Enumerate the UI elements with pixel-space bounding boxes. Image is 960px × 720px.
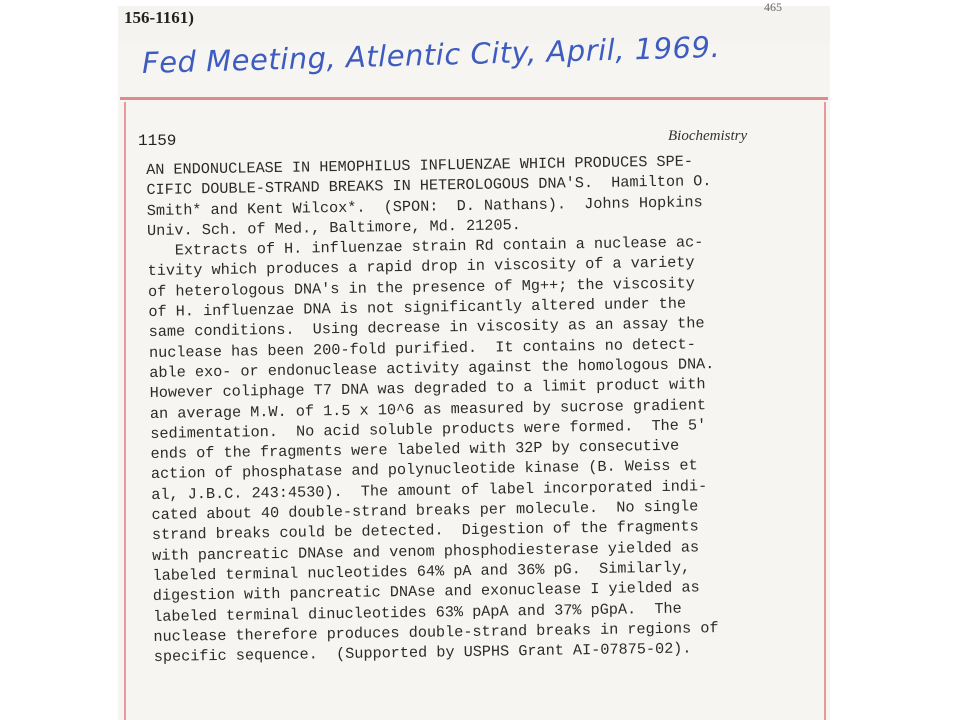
abstract-line: Univ. Sch. of Med., Baltimore, Md. 21205. <box>146 216 521 240</box>
abstract-line: cated about 40 double-strand breaks per molecule. No single <box>151 497 699 525</box>
abstract-line: specific sequence. (Supported by USPHS Grant AI-07875-02). <box>153 639 692 667</box>
abstract-line: nuclease therefore produces double-strand breaks in regions of <box>153 618 719 646</box>
abstract-line: digestion with pancreatic DNAse and exonuclease I yielded as <box>152 578 700 606</box>
abstract-line: same conditions. Using decrease in viscosity as an assay the <box>148 314 705 342</box>
section-label: Biochemistry <box>668 128 748 144</box>
abstract-line: However coliphage T7 DNA was degraded to a limit product with <box>149 375 706 403</box>
abstract-line: CIFIC DOUBLE-STRAND BREAKS IN HETEROLOGOUS DNA'S. Hamilton O. <box>146 172 712 200</box>
abstract-line: of heterologous DNA's in the presence of Mg++; the viscosity <box>147 274 695 301</box>
page-number-reference: 465 <box>764 0 782 14</box>
abstract-line: of H. influenzae DNA is not significantly altered under the <box>148 294 687 322</box>
page-range-reference: 156-1161) <box>124 8 194 27</box>
abstract-line: Extracts of H. influenzae strain Rd contain a nuclease ac- <box>147 233 704 261</box>
abstract-line: labeled terminal nucleotides 64% pA and 36% pG. Similarly, <box>152 558 691 585</box>
abstract-line: strand breaks could be detected. Digestion of the fragments <box>151 517 699 545</box>
abstract-line: ends of the fragments were labeled with 32P by consecutive <box>150 436 680 464</box>
abstract-number: 1159 <box>138 132 177 150</box>
abstract-body <box>146 150 814 668</box>
abstract-line: tivity which produces a rapid drop in viscosity of a variety <box>147 253 695 281</box>
abstract-line: labeled terminal dinucleotides 63% pApA and 37% pGpA. The <box>153 599 682 626</box>
abstract-line: nuclease has been 200-fold purified. It contains no detect- <box>148 335 696 362</box>
abstract-line: with pancreatic DNAse and venom phosphodiesterase yielded as <box>152 538 700 565</box>
abstract-line: Smith* and Kent Wilcox*. (SPON: D. Nathans). Johns Hopkins <box>146 192 703 220</box>
abstract-line: able exo- or endonuclease activity against the homologous DNA. <box>149 355 715 382</box>
abstract-line: AN ENDONUCLEASE IN HEMOPHILUS INFLUENZAE WHICH PRODUCES SPE- <box>146 152 694 179</box>
abstract-line: an average M.W. of 1.5 x 10^6 as measured by sucrose gradient <box>149 395 707 423</box>
abstract-line: sedimentation. No acid soluble products were formed. The 5' <box>150 416 707 443</box>
abstract-line: action of phosphatase and polynucleotide kinase (B. Weiss et <box>150 456 698 484</box>
card-top-rule <box>120 97 828 100</box>
handwritten-note: Fed Meeting, Atlentic City, April, 1969. <box>141 29 721 80</box>
abstract-line: al, J.B.C. 243:4530). The amount of label incorporated indi- <box>151 476 708 504</box>
